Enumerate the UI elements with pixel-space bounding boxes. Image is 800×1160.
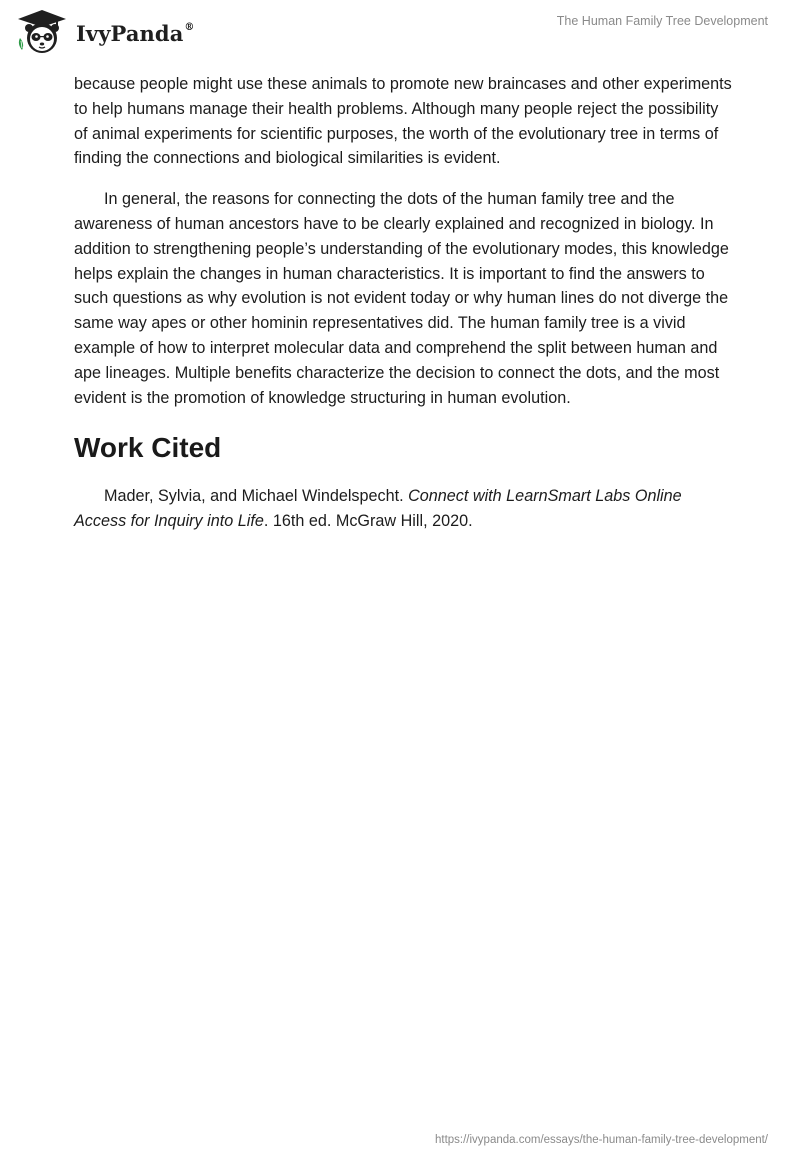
- body-paragraph: because people might use these animals to promote new braincases and other experiments to help humans manage their health problems. Although many people reject the possibility of animal experiments for scientific purposes, the worth of the evolutionary tree in terms of finding the connections and biological similarities is evident.: [74, 75, 732, 168]
- registered-mark: ®: [184, 21, 195, 33]
- essay-content: [74, 72, 734, 534]
- citation-entry: [74, 484, 734, 534]
- ivypanda-logo[interactable]: [16, 8, 195, 56]
- brand-name: IvyPanda®: [76, 20, 195, 46]
- page-header: [0, 0, 800, 64]
- panda-graduate-icon: [16, 8, 72, 56]
- works-cited-heading: Work Cited: [74, 432, 222, 464]
- citation-authors: Mader, Sylvia, and Michael Windelspecht.: [104, 487, 409, 506]
- source-url-link[interactable]: https://ivypanda.com/essays/the-human-family-tree-development/: [434, 1134, 768, 1146]
- citation-details: . 16th ed. McGraw Hill, 2020.: [263, 512, 473, 531]
- body-paragraph: In general, the reasons for connecting the dots of the human family tree and the awareness of human ancestors have to be clearly explained and recognized in biology. In addition to strengthening people’s understanding of the evolutionary modes, this knowledge helps explain the changes in human characteristics. It is important to find the answers to such questions as why evolution is not evident today or why human lines do not diverge the same way apes or other hominin representatives did. The human family tree is a vivid example of how to interpret molecular data and comprehend the split between human and ape lineages. Multiple benefits characterize the decision to connect the dots, and the most evident is the promotion of knowledge structuring in human evolution.: [74, 190, 729, 407]
- citation-title: Connect with LearnSmart Labs Online Access for Inquiry into Life: [74, 487, 682, 531]
- document-title: The Human Family Tree Development: [556, 14, 768, 28]
